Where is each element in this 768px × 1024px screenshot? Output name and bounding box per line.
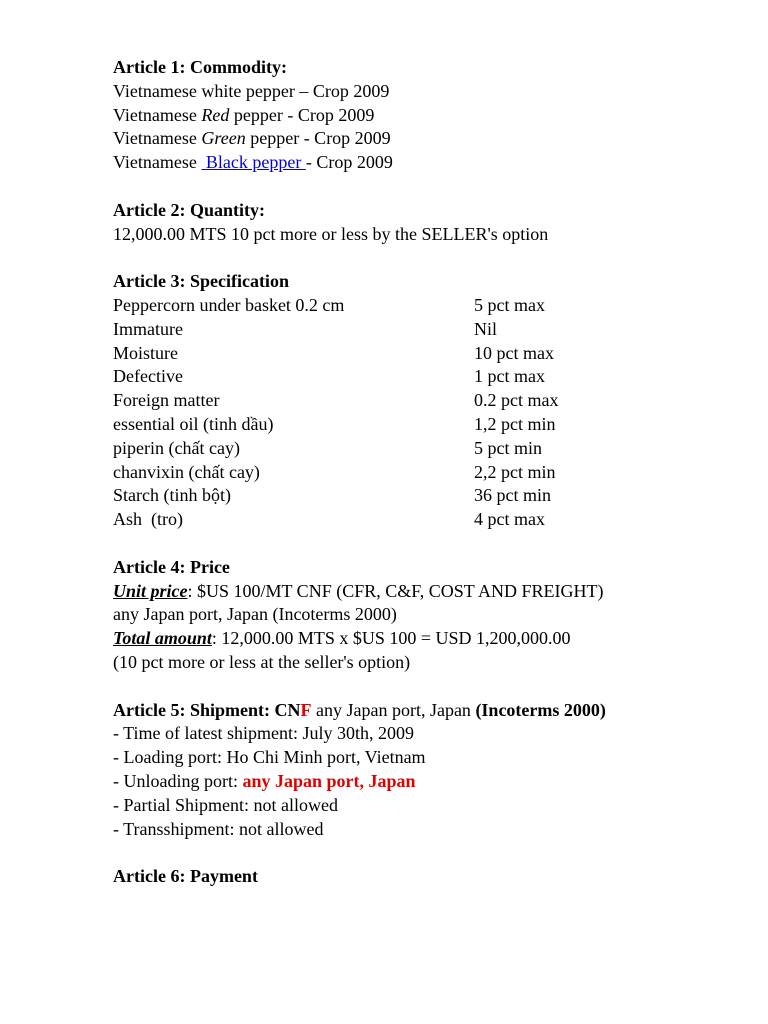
spec-value: 2,2 pct min bbox=[474, 461, 556, 482]
unit-price bbox=[113, 580, 633, 628]
spec-value: 0.2 pct max bbox=[474, 390, 559, 411]
spec-value: 1 pct max bbox=[474, 366, 545, 387]
commodity-text: Vietnamese bbox=[113, 104, 202, 125]
commodity-text: Vietnamese white pepper – Crop 2009 bbox=[113, 80, 390, 101]
unloading-port-value: any Japan port, Japan bbox=[242, 770, 416, 791]
spec-value: 4 pct max bbox=[474, 509, 545, 530]
article5-title-incoterms: (Incoterms 2000) bbox=[475, 699, 606, 720]
spec-row bbox=[113, 365, 633, 389]
quantity-text: 12,000.00 MTS 10 pct more or less by the SELLER's option bbox=[113, 223, 549, 244]
spec-value: 36 pct min bbox=[474, 485, 551, 506]
spec-row bbox=[113, 461, 633, 485]
spec-value: 5 pct min bbox=[474, 437, 542, 458]
shipment-item bbox=[113, 770, 633, 794]
spec-label: Moisture bbox=[113, 342, 178, 363]
spec-row bbox=[113, 437, 633, 461]
specification-table bbox=[113, 294, 633, 532]
spec-row bbox=[113, 413, 633, 437]
spacer bbox=[113, 675, 633, 699]
contract-page bbox=[113, 56, 633, 889]
article6-title: Article 6: Payment bbox=[113, 866, 258, 887]
spec-label: Foreign matter bbox=[113, 390, 220, 411]
commodity-line bbox=[113, 104, 633, 128]
shipment-item: - Partial Shipment: not allowed bbox=[113, 794, 338, 815]
spec-row bbox=[113, 484, 633, 508]
spec-label: Ash (tro) bbox=[113, 509, 183, 530]
spec-value: 1,2 pct min bbox=[474, 413, 556, 434]
spec-value: 5 pct max bbox=[474, 294, 545, 315]
spec-label: chanvixin (chất cay) bbox=[113, 461, 260, 482]
spec-row bbox=[113, 318, 633, 342]
spec-row bbox=[113, 389, 633, 413]
spec-row bbox=[113, 508, 633, 532]
spec-label: essential oil (tinh dầu) bbox=[113, 413, 274, 434]
commodity-text: Vietnamese bbox=[113, 128, 202, 149]
spacer bbox=[113, 175, 633, 199]
article3-title: Article 3: Specification bbox=[113, 271, 289, 292]
spacer bbox=[113, 532, 633, 556]
spacer bbox=[113, 841, 633, 865]
spec-label: Immature bbox=[113, 318, 183, 339]
black-pepper-link[interactable]: Black pepper bbox=[201, 152, 306, 173]
shipment-item: - Loading port: Ho Chi Minh port, Vietnam bbox=[113, 747, 426, 768]
article4-title: Article 4: Price bbox=[113, 556, 230, 577]
commodity-text: Vietnamese bbox=[113, 152, 202, 173]
spacer bbox=[113, 246, 633, 270]
commodity-line bbox=[113, 151, 633, 175]
spec-label: Peppercorn under basket 0.2 cm bbox=[113, 294, 345, 315]
spec-row bbox=[113, 294, 633, 318]
spec-value: 10 pct max bbox=[474, 342, 554, 363]
article5-title-text: Article 5: Shipment: bbox=[113, 699, 275, 720]
spec-label: Starch (tinh bột) bbox=[113, 485, 231, 506]
commodity-line bbox=[113, 80, 633, 104]
total-amount-label: Total amount bbox=[113, 628, 212, 649]
shipment-item: - Transshipment: not allowed bbox=[113, 818, 324, 839]
price-note: (10 pct more or less at the seller's option) bbox=[113, 651, 411, 672]
commodity-emphasis: Red bbox=[201, 104, 230, 125]
unit-price-label: Unit price bbox=[113, 580, 188, 601]
spec-value: Nil bbox=[474, 318, 498, 339]
article5-title-port: any Japan port, Japan bbox=[311, 699, 476, 720]
spec-label: piperin (chất cay) bbox=[113, 437, 240, 458]
shipment-item: - Time of latest shipment: July 30th, 2009 bbox=[113, 723, 415, 744]
total-amount bbox=[113, 627, 633, 651]
article5-title-f: F bbox=[300, 699, 312, 720]
article2-title: Article 2: Quantity: bbox=[113, 199, 265, 220]
spec-row bbox=[113, 342, 633, 366]
commodity-text: pepper - Crop 2009 bbox=[229, 104, 375, 125]
article1-title: Article 1: Commodity: bbox=[113, 57, 287, 77]
commodity-line bbox=[113, 127, 633, 151]
shipment-item-text: - Unloading port: bbox=[113, 770, 243, 791]
article5-title-cn: CN bbox=[274, 699, 301, 720]
commodity-text: pepper - Crop 2009 bbox=[245, 128, 391, 149]
commodity-emphasis: Green bbox=[201, 128, 246, 149]
spec-label: Defective bbox=[113, 366, 183, 387]
unit-price-text: : $US 100/MT CNF (CFR, C&F, COST AND FREIGHT) any Japan port, Japan (Incoterms 2000) bbox=[113, 580, 604, 625]
article5-title bbox=[113, 699, 633, 723]
total-amount-text: : 12,000.00 MTS x $US 100 = USD 1,200,000.00 bbox=[211, 628, 571, 649]
commodity-text: - Crop 2009 bbox=[305, 152, 393, 173]
